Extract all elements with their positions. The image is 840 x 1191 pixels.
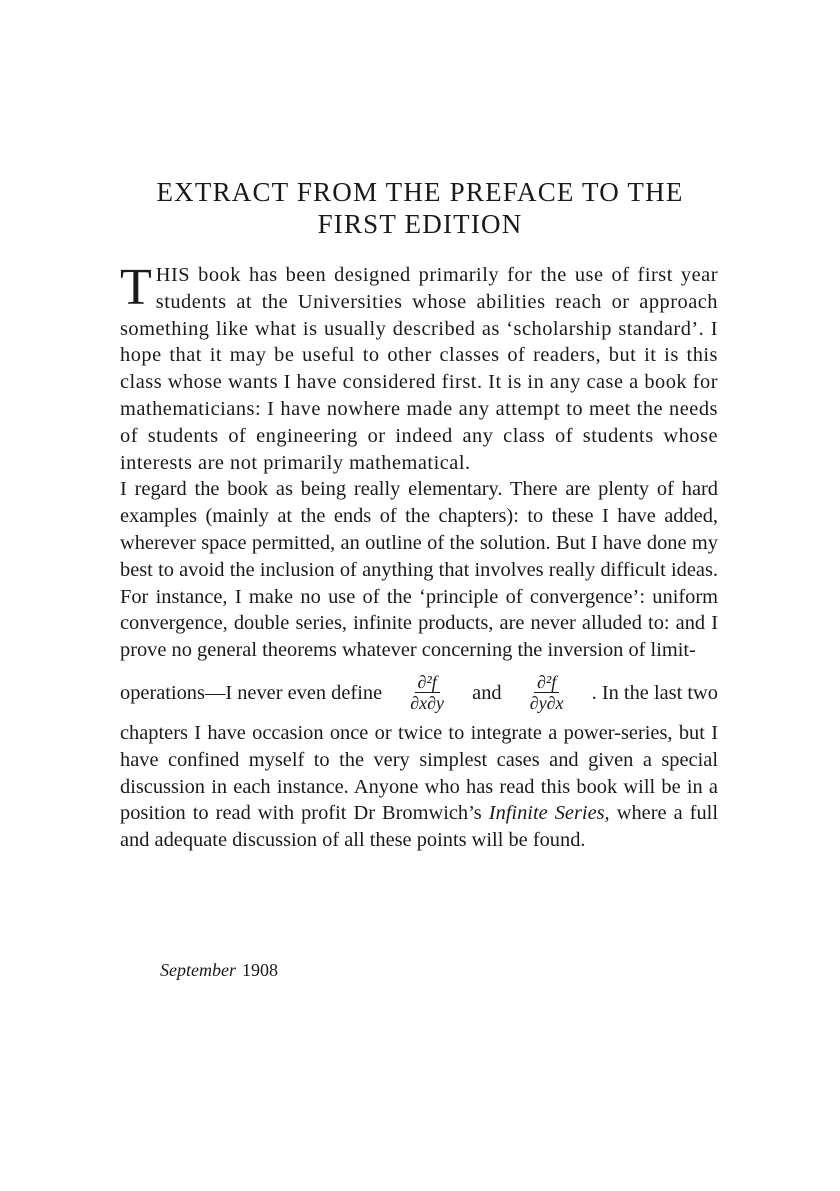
book-title: Infinite Series, [488,802,610,825]
fraction-d2f-dxdy [407,672,447,713]
math-and: and [472,681,502,704]
math-line [120,666,718,720]
signature-month: September [160,960,236,980]
drop-cap: T [120,259,152,316]
fraction-1-denominator: ∂x∂y [410,693,445,714]
page-title [110,176,730,240]
title-line-1: EXTRACT FROM THE PREFACE TO THE [156,177,684,207]
paragraph-1 [120,259,718,476]
paragraph-2-text-before: I regard the book as being really elementary. There are plenty of hard examples (mainly at the ends of the chapters): to these I have added, wherever space permitted, an outline of the solution. But I have done my best to avoid the inclusion of anything that involves really difficult ideas. For instance, I make no use of the ‘principle of convergence’: uniform convergence, double series, infinite products, are never alluded to: and I prove no general theorems whatever concerning the inversion of limit- [120,478,718,662]
date-signature [160,958,278,982]
paragraph-2-text-end: where a full and adequate discussion of all these points will be found. [120,802,718,852]
fraction-d2f-dydx [527,672,567,713]
paragraph-2-text-after: chapters I have occasion once or twice to integrate a power-series, but I have confined myself to the very simplest cases and given a special discussion in each instance. Anyone who has read this book will be in a position to read with profit Dr Bromwich’s [120,721,718,825]
math-line-end: . In the last two [591,681,718,704]
paragraph-2 [120,476,718,664]
title-line-2: FIRST EDITION [317,209,523,239]
signature-year: 1908 [241,960,278,980]
paragraph-2-continued [120,720,718,854]
paragraph-1-text: HIS book has been designed primarily for the use of first year students at the Universities whose abilities reach or approach something like what is usually described as ‘scholarship standard’. I hope that it may be useful to other classes of readers, but it is this class whose wants I have considered first. It is in any case a book for mathematicians: I have nowhere made any attempt to meet the needs of students of engineering or indeed any class of students whose interests are not primarily mathematical. [120,264,718,474]
fraction-2-denominator: ∂y∂x [529,693,564,714]
preface-body [120,259,718,854]
fraction-2-numerator: ∂²f [534,672,559,693]
math-line-start: operations—I never even define [120,681,383,704]
fraction-1-numerator: ∂²f [415,672,440,693]
